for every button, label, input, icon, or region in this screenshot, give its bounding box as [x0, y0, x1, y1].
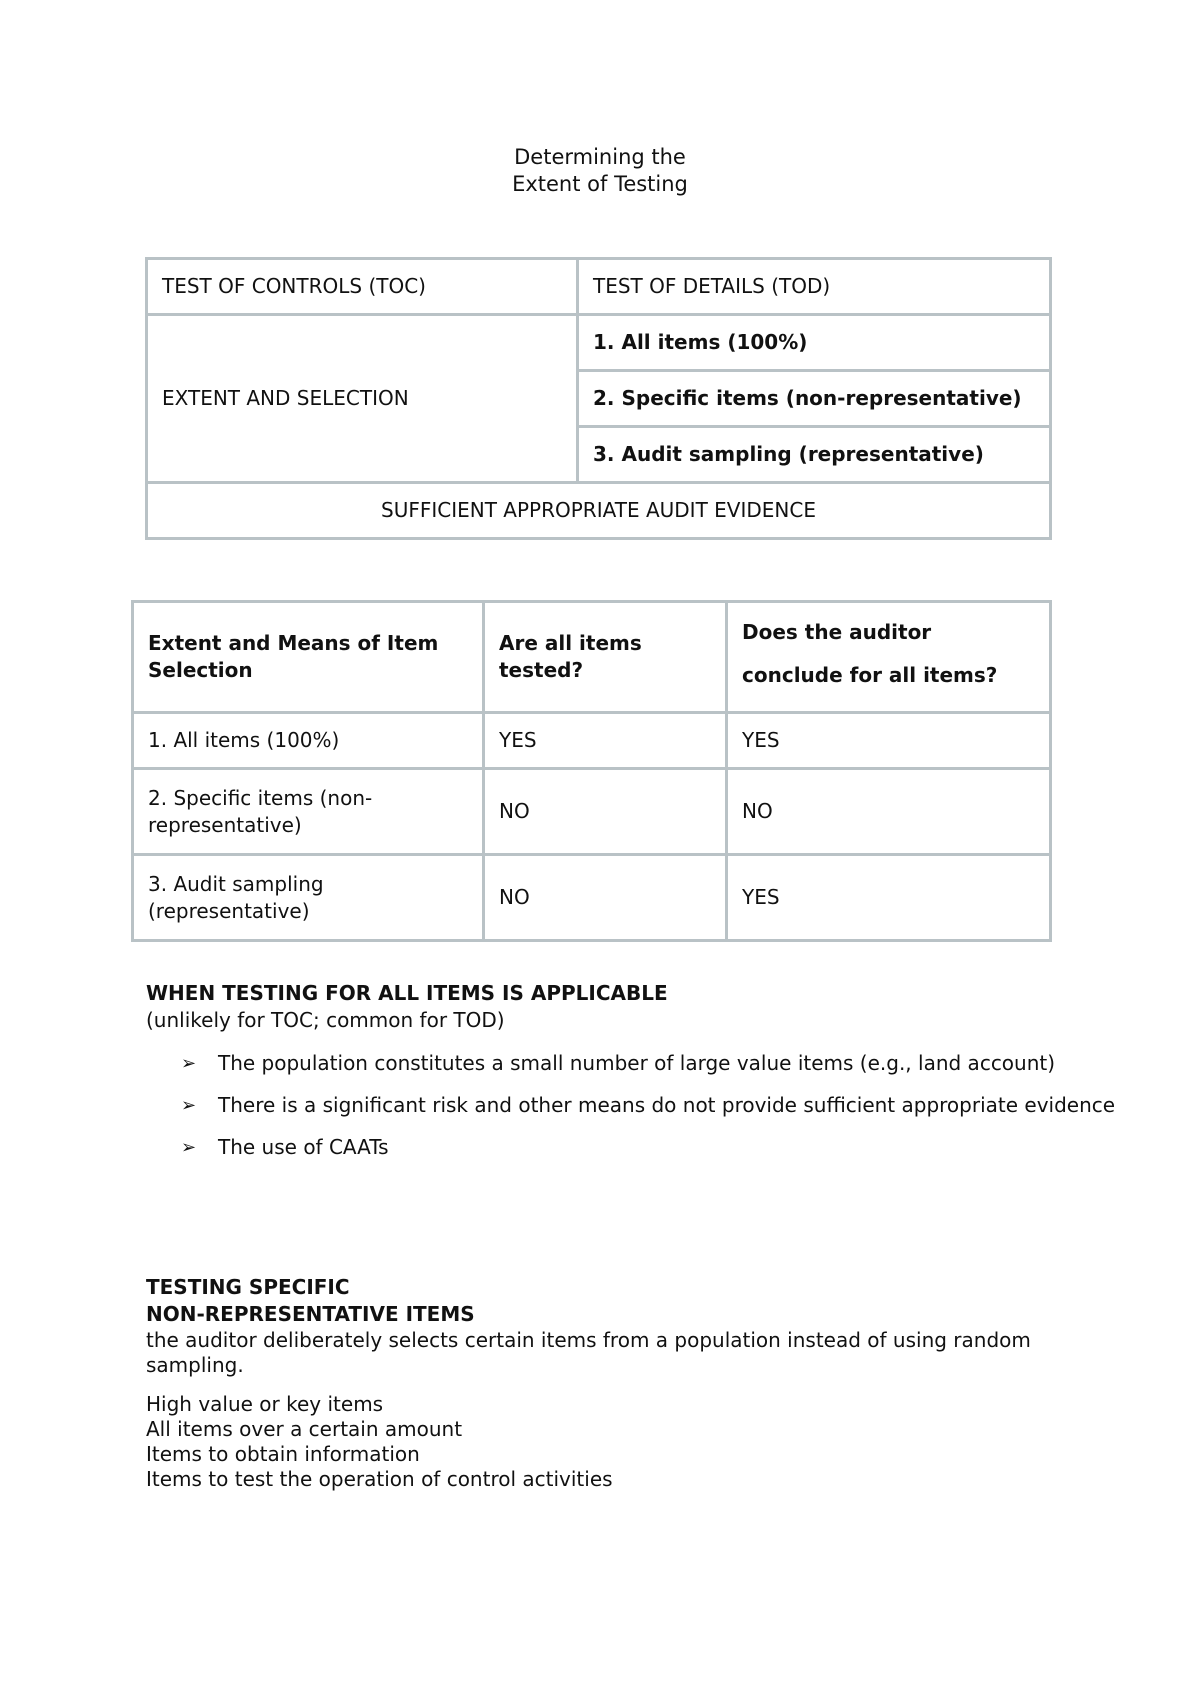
- tod-item-cell: 1. All items (100%): [578, 315, 1051, 371]
- table-header-row: [133, 602, 1051, 713]
- page-title: [0, 144, 1200, 198]
- list-item: [146, 1134, 1118, 1160]
- row-conclude-cell: YES: [727, 855, 1051, 941]
- list-item: [146, 1050, 1118, 1076]
- list-item: Items to obtain information: [146, 1442, 420, 1466]
- row-conclude-cell: YES: [727, 713, 1051, 769]
- header-extent-means: Extent and Means of Item Selection: [133, 602, 484, 713]
- header-conclude-line-1: Does the auditor: [742, 620, 932, 644]
- list-item: [146, 1092, 1118, 1118]
- all-items-heading: WHEN TESTING FOR ALL ITEMS IS APPLICABLE: [146, 981, 668, 1005]
- title-line-2: Extent of Testing: [512, 172, 688, 196]
- all-items-subheading: (unlikely for TOC; common for TOD): [146, 1008, 505, 1032]
- bullet-text: There is a significant risk and other means do not provide sufficient appropriate evidence: [218, 1093, 1116, 1117]
- specific-items-section: [146, 1274, 1056, 1492]
- list-item: Items to test the operation of control activities: [146, 1467, 613, 1491]
- row-tested-cell: NO: [484, 855, 727, 941]
- header-conclude: [727, 602, 1051, 713]
- title-line-1: Determining the: [514, 145, 686, 169]
- all-items-section: [146, 980, 1118, 1160]
- table-row: [133, 713, 1051, 769]
- row-tested-cell: YES: [484, 713, 727, 769]
- tod-item-cell: 3. Audit sampling (representative): [578, 427, 1051, 483]
- bullet-text: The population constitutes a small number of large value items (e.g., land account): [218, 1051, 1056, 1075]
- table-row: [133, 855, 1051, 941]
- row-conclude-cell: NO: [727, 769, 1051, 855]
- extent-selection-cell: EXTENT AND SELECTION: [147, 315, 578, 483]
- bullet-text: The use of CAATs: [218, 1135, 389, 1159]
- table-row: [133, 769, 1051, 855]
- specific-items-description: the auditor deliberately selects certain items from a population instead of using random sampling.: [146, 1328, 1031, 1377]
- tod-item-cell: 2. Specific items (non-representative): [578, 371, 1051, 427]
- testing-types-table: [145, 257, 1052, 540]
- specific-items-heading-2: NON-REPRESENTATIVE ITEMS: [146, 1302, 475, 1326]
- list-item: High value or key items: [146, 1392, 384, 1416]
- row-item-cell: 1. All items (100%): [133, 713, 484, 769]
- arrow-bullet-icon: ➢: [181, 1095, 197, 1116]
- all-items-bullet-list: [146, 1050, 1118, 1160]
- specific-items-list: [146, 1392, 1056, 1492]
- row-item-cell: 2. Specific items (non-representative): [133, 769, 484, 855]
- toc-header-cell: TEST OF CONTROLS (TOC): [147, 259, 578, 315]
- arrow-bullet-icon: ➢: [181, 1137, 197, 1158]
- evidence-footer-cell: SUFFICIENT APPROPRIATE AUDIT EVIDENCE: [147, 483, 1051, 539]
- header-all-tested: Are all items tested?: [484, 602, 727, 713]
- specific-items-heading-1: TESTING SPECIFIC: [146, 1275, 350, 1299]
- header-conclude-line-2: conclude for all items?: [742, 663, 998, 687]
- arrow-bullet-icon: ➢: [181, 1053, 197, 1074]
- row-tested-cell: NO: [484, 769, 727, 855]
- row-item-cell: 3. Audit sampling (representative): [133, 855, 484, 941]
- tod-header-cell: TEST OF DETAILS (TOD): [578, 259, 1051, 315]
- item-selection-table: [131, 600, 1052, 942]
- list-item: All items over a certain amount: [146, 1417, 463, 1441]
